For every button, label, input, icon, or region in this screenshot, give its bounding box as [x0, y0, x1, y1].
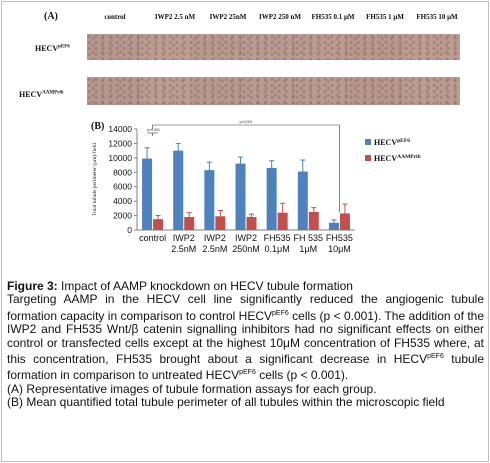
microscopy-image: [87, 34, 143, 60]
x-tick-label: 2.5nM: [202, 244, 228, 254]
x-tick-label: FH535: [263, 233, 291, 243]
y-tick-label: 0: [127, 225, 132, 235]
x-tick-label: IWP2: [203, 233, 226, 243]
legend-swatch: [365, 139, 371, 145]
microscopy-image: [242, 77, 298, 105]
microscopy-image: [189, 77, 245, 105]
microscopy-image: [295, 77, 351, 105]
legend-label: $HECV^{pEF6}$: [374, 138, 410, 147]
column-label: IWP2 250 nM: [259, 13, 301, 21]
figure-caption: [7, 280, 484, 410]
x-tick-label: 2.5nM: [171, 244, 197, 254]
caption-text-4: cells (p < 0.001).: [255, 368, 349, 383]
caption-sup-2: pEF6: [427, 353, 444, 361]
legend-label: $HECV^{AAMPrib}$: [374, 154, 421, 163]
caption-title-text: Impact of AAMP knockdown on HECV tubule formation: [57, 279, 353, 293]
x-tick-label: 10μM: [328, 244, 351, 254]
y-tick-label: 8000: [113, 167, 132, 178]
microscopy-image: [349, 34, 405, 60]
x-tick-label: 250nM: [232, 244, 260, 254]
panel-a-label: (A): [44, 11, 58, 22]
caption-sup-3: pEF6: [239, 369, 256, 377]
microscopy-image: [404, 77, 460, 105]
significance-label: p<0.001: [147, 128, 160, 132]
x-tick-label: IWP2: [172, 233, 195, 243]
microscopy-image: [242, 34, 298, 60]
caption-text-1: Targeting AAMP in the HECV cell line significantly reduced the angiogenic tubule formation capacity in comparison to control HECV: [7, 292, 484, 323]
caption-paragraph: [7, 293, 484, 382]
caption-sup-1: pEF6: [272, 309, 289, 317]
panel-b-label: (B): [91, 121, 105, 132]
x-tick-label: control: [139, 233, 167, 243]
microscopy-image: [404, 34, 460, 60]
legend-swatch: [365, 155, 371, 161]
x-tick-label: IWP2: [234, 233, 258, 243]
bar-chart: [80, 114, 490, 272]
caption-line-b: (B) Mean quantified total tubule perimeter of all tubules within the microscopic field: [7, 395, 445, 410]
bar: [204, 170, 214, 230]
significance-label: p<0.001: [239, 120, 253, 124]
bar-chart-svg: [80, 114, 490, 272]
x-tick-label: FH 535: [293, 233, 324, 243]
column-label: FH535 1 μM: [366, 13, 404, 21]
column-label: IWP2 2.5 nM: [154, 13, 196, 21]
y-tick-label: 10000: [108, 152, 132, 163]
caption-title-label: Figure 3:: [7, 279, 58, 293]
column-label: FH535 10 μM: [416, 13, 458, 21]
microscopy-image: [349, 77, 405, 105]
x-tick-label: 0.1μM: [264, 244, 290, 254]
y-tick-label: 2000: [113, 210, 132, 221]
microscopy-image: [189, 34, 245, 60]
y-tick-label: 14000: [108, 124, 132, 134]
bar: [173, 151, 183, 230]
column-label: control: [104, 13, 126, 21]
bar: [267, 168, 277, 230]
caption-text-2: cells (p < 0.001). The addition of the IWP2 and FH535 Wnt/β catenin signalling inhibitors had no significant effects on either control or transfected cells except at the highest 10μM concentration of FH535 where, at this concentration, FH535 brought about a significant decrease in HECV: [7, 308, 484, 367]
row-label: $HECV^{AAMPrib}$: [19, 90, 64, 99]
caption-text-3: tubule formation in comparison to untreated HECV: [7, 352, 485, 383]
column-label: IWP2 25nM: [209, 13, 247, 21]
y-tick-label: 4000: [113, 196, 132, 207]
bar: [236, 164, 246, 230]
y-axis-label: Total tubule perimeter (μm)/field: [92, 143, 98, 216]
column-label: FH535 0.1 μM: [311, 13, 355, 21]
x-tick-label: FH535: [325, 233, 353, 243]
microscopy-image: [140, 77, 196, 105]
x-tick-label: 1μM: [299, 244, 318, 254]
y-tick-label: 12000: [108, 138, 132, 149]
row-label: $HECV^{pEF6}$: [35, 44, 70, 53]
microscopy-image: [140, 34, 196, 60]
caption-line-a: (A) Representative images of tubule formation assays for each group.: [7, 381, 377, 396]
microscopy-image: [295, 34, 351, 60]
microscopy-image: [87, 77, 143, 105]
caption-title: [7, 280, 484, 293]
y-tick-label: 6000: [113, 181, 132, 192]
